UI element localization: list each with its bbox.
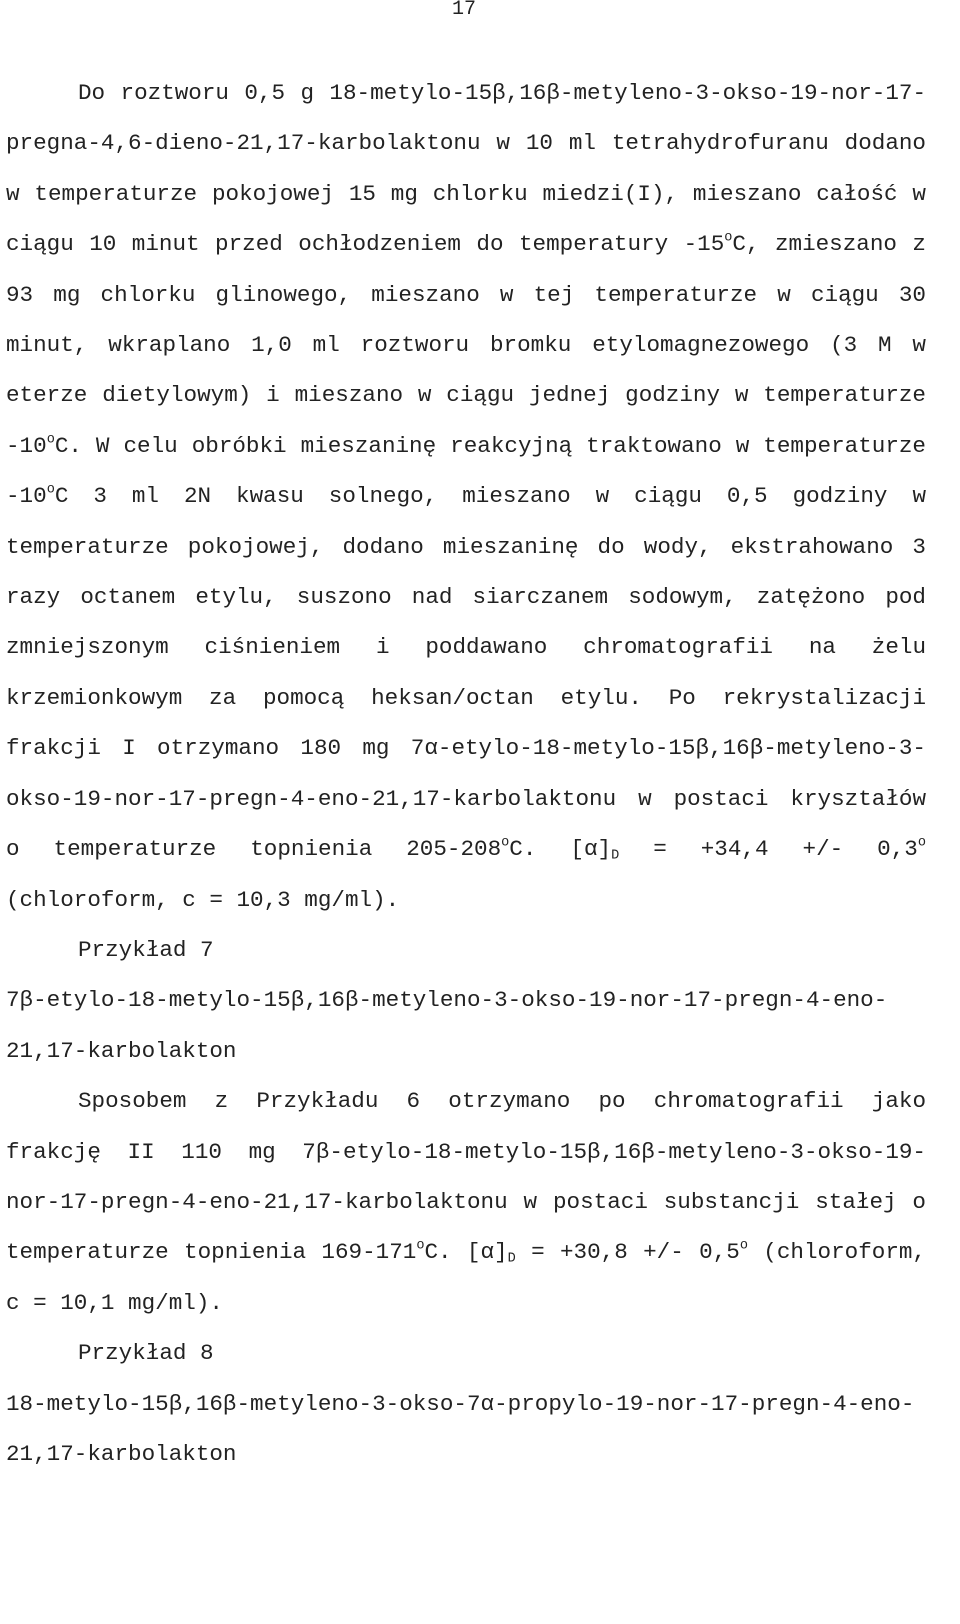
text-run: (chloroform, c = 10,3 mg/ml). bbox=[6, 886, 400, 913]
text-run: Przykład 7 bbox=[78, 936, 214, 963]
text-run: C. [α] bbox=[509, 836, 612, 863]
compound-name-example-7 bbox=[6, 975, 926, 1076]
text-run: 7β-etylo-18-metylo-15β,16β-metyleno-3-okso-19-nor-17-pregn-4-eno-21,17-karbolakton bbox=[6, 987, 888, 1064]
text-run: C 3 ml 2N kwasu solnego, mieszano w ciągu 0,5 godziny w temperaturze pokojowej, dodano mieszaninę do wody, ekstrahowano 3 razy octanem etylu, suszono nad siarczanem sodowym, zatężono pod zmniejszonym ciśnieniem i poddawano chromatografii na żelu krzemionkowym za pomocą heksan/octan etylu. Po rekrystalizacji frakcji I otrzymano 180 mg 7α-etylo-18-metylo-15β,16β-metyleno-3-okso-19-nor-17-pregn-4-eno-21,17-karbolaktonu w postaci kryształów o temperaturze topnienia 205-208 bbox=[6, 483, 926, 863]
paragraph-example-6-procedure bbox=[6, 68, 926, 925]
text-run: = +34,4 +/- 0,3 bbox=[619, 836, 918, 863]
subscript: D bbox=[507, 1251, 516, 1267]
superscript: o bbox=[46, 482, 55, 498]
superscript: o bbox=[46, 432, 55, 448]
paragraph-example-7-procedure bbox=[6, 1076, 926, 1328]
superscript: o bbox=[917, 835, 926, 851]
text-run: C, zmieszano z 93 mg chlorku glinowego, mieszano w tej temperaturze w ciągu 30 minut, wkraplano 1,0 ml roztworu bromku etylomagnezowego (3 M w eterze dietylowym) i mieszano w ciągu jednej godziny w temperaturze -10 bbox=[6, 231, 926, 459]
text-run: = +30,8 +/- 0,5 bbox=[515, 1239, 740, 1266]
text-run: Przykład 8 bbox=[78, 1340, 214, 1367]
superscript: o bbox=[724, 230, 733, 246]
text-run: (chloroform, c = 10,1 mg/ml). bbox=[6, 1239, 926, 1316]
subscript: D bbox=[611, 848, 620, 864]
page-number: 17 bbox=[452, 0, 477, 21]
superscript: o bbox=[501, 835, 510, 851]
superscript: o bbox=[739, 1238, 748, 1254]
document-body bbox=[6, 68, 926, 1479]
text-run: Sposobem z Przykładu 6 otrzymano po chromatografii jako frakcję II 110 mg 7β-etylo-18-metylo-15β,16β-metyleno-3-okso-19-nor-17-pregn-4-eno-21,17-karbolaktonu w postaci substancji stałej o temperaturze topnienia 169-171 bbox=[6, 1088, 926, 1266]
text-run: 18-metylo-15β,16β-metyleno-3-okso-7α-propylo-19-nor-17-pregn-4-eno-21,17-karbolakton bbox=[6, 1390, 915, 1467]
heading-example-7 bbox=[6, 925, 926, 975]
heading-example-8 bbox=[6, 1328, 926, 1378]
text-run: C. W celu obróbki mieszaninę reakcyjną traktowano w temperaturze -10 bbox=[6, 432, 926, 510]
text-run: C. [α] bbox=[424, 1239, 508, 1266]
compound-name-example-8 bbox=[6, 1379, 926, 1480]
text-run: Do roztworu 0,5 g 18-metylo-15β,16β-metyleno-3-okso-19-nor-17-pregna-4,6-dieno-21,17-karbolaktonu w 10 ml tetrahydrofuranu dodano w temperaturze pokojowej 15 mg chlorku miedzi(I), mieszano całość w ciągu 10 minut przed ochłodzeniem do temperatury -15 bbox=[6, 80, 926, 258]
superscript: o bbox=[416, 1238, 425, 1254]
